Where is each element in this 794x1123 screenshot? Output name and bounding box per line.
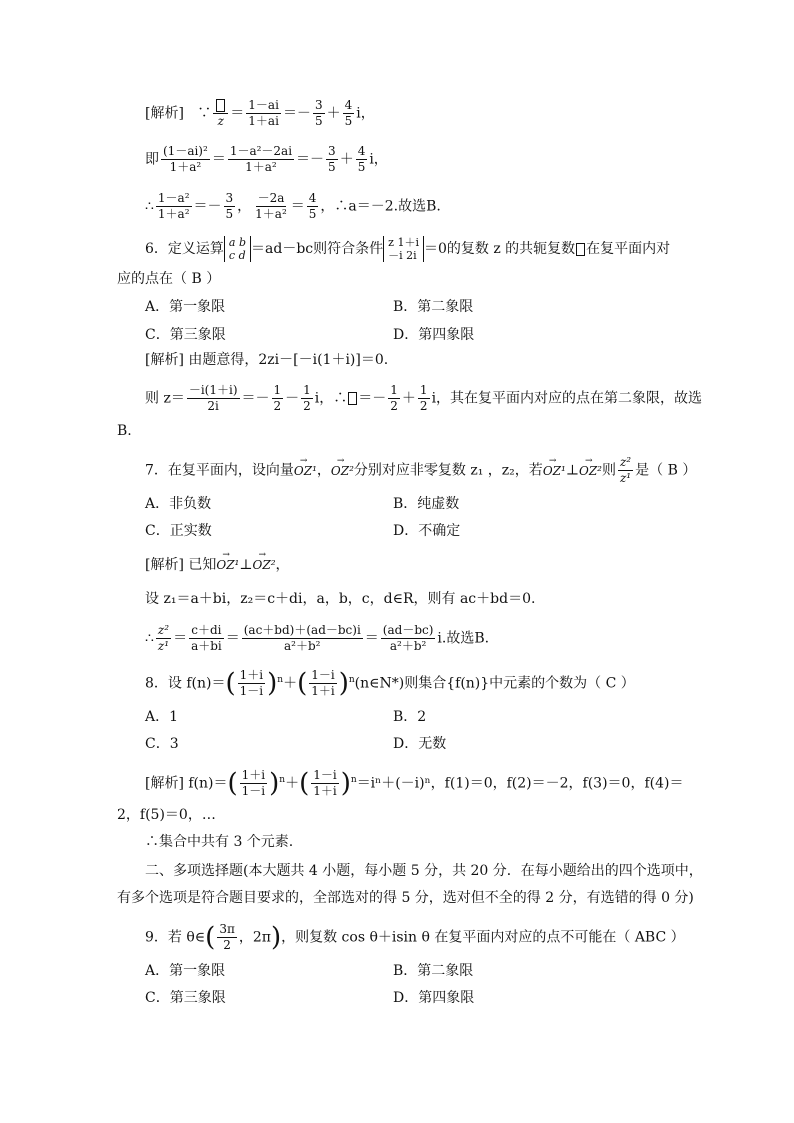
determinant [224, 236, 251, 262]
plus: ＋ [285, 775, 300, 792]
conjugate-z-box [216, 99, 225, 112]
question-text: ＝0的复数 z 的共轭复数 [423, 241, 576, 257]
fraction [156, 623, 171, 654]
denominator: 2 [273, 399, 282, 413]
q5-solution-line-3 [145, 191, 441, 222]
vector-oz2: → OZ² [331, 461, 354, 481]
q8-solution-line-3: ∴集合中共有 3 个元素. [145, 834, 294, 850]
equals: ＝ [364, 630, 379, 647]
equals: ＝－ [282, 105, 311, 122]
numerator: 1 [390, 383, 398, 397]
text: i，∴ [314, 390, 348, 407]
numerator: 1－a²－2ai [229, 144, 293, 158]
q5-solution-line-1: [解析] ∵ z ＝ $\frac{1-ai}{1+ai}$ ＝－ $\frac{3}{5}$ ＋ $\frac{4}{5}$ i， [145, 98, 375, 128]
paren-close: ) [338, 668, 349, 699]
fraction [618, 455, 633, 486]
fraction [253, 191, 289, 222]
q7-option-b[interactable]: B．纯虚数 [393, 496, 460, 512]
equals: ＝－ [193, 198, 222, 215]
separator: ， [316, 462, 331, 479]
therefore-symbol: ∴ [145, 630, 154, 647]
therefore-symbol: ∴ [145, 198, 154, 215]
question-text: 9．若 θ∈ [145, 929, 206, 946]
denominator: 1＋a² [169, 160, 202, 174]
fraction [272, 383, 284, 414]
numerator: 1＋i [241, 768, 266, 782]
numerator: 4 [344, 98, 353, 112]
q8-option-c[interactable]: C．3 [145, 736, 179, 752]
exponent: n [279, 774, 286, 785]
fraction: z [213, 98, 228, 129]
fraction [418, 383, 430, 414]
paren-open: ( [205, 922, 216, 953]
q7-stem [145, 455, 696, 486]
numerator: 4 [308, 191, 317, 205]
numerator: (1－ai)² [163, 144, 208, 158]
text: 即 [145, 151, 159, 168]
paren-close: ) [269, 768, 280, 799]
numerator: 1＋i [239, 668, 264, 682]
q6-solution-line-2 [145, 383, 702, 414]
det-row: z 1＋i [388, 236, 419, 249]
fraction [156, 191, 192, 222]
fraction [311, 768, 338, 799]
q6-option-d[interactable]: D．第四象限 [393, 327, 475, 343]
question-text: 在复平面内对 [586, 241, 671, 257]
fraction [326, 144, 338, 175]
denominator: 5 [314, 114, 323, 128]
numerator: 1－ai [248, 98, 279, 112]
q6-solution-line-1: [解析] 由题意得，2zi－[－i(1＋i)]＝0. [145, 352, 389, 368]
fraction [246, 98, 281, 129]
numerator: 1－i [311, 668, 335, 682]
denominator: 1＋ai [248, 114, 279, 128]
denominator: 5 [344, 114, 353, 128]
text: i， [369, 151, 388, 168]
q9-option-c[interactable]: C．第三象限 [145, 990, 226, 1006]
q8-option-d[interactable]: D．无数 [393, 736, 447, 752]
question-text: 8．设 f(n)＝ [145, 675, 226, 692]
numerator: 1 [419, 383, 428, 397]
denominator: 2i [207, 399, 219, 413]
q6-solution-line-3: B. [117, 423, 132, 439]
question-text: 则 [601, 462, 616, 479]
numerator: (ac＋bd)＋(ad－bc)i [243, 623, 361, 637]
paren-open: ( [297, 668, 308, 699]
q6-option-b[interactable]: B．第二象限 [393, 299, 474, 315]
q7-solution-line-2: 设 z₁＝a＋bi，z₂＝c＋di，a，b，c，d∈R，则有 ac＋bd＝0. [145, 591, 536, 607]
fraction [187, 383, 240, 414]
text: i，其在复平面内对应的点在第二象限，故选 [431, 390, 703, 407]
numerator: 1 [273, 383, 282, 397]
equals: ＝ [225, 630, 240, 647]
plus: ＋ [326, 105, 341, 122]
denominator: 5 [225, 207, 234, 221]
q8-option-a[interactable]: A．1 [145, 709, 179, 725]
equals: ＝ [211, 151, 226, 168]
numerator: 3 [314, 98, 323, 112]
denominator: 5 [357, 160, 366, 174]
denominator: a²＋b² [389, 639, 427, 653]
det-row: －i 2i [388, 249, 417, 262]
equals: ＝ [290, 198, 305, 215]
q9-option-a[interactable]: A．第一象限 [145, 963, 226, 979]
paren-close: ) [267, 668, 278, 699]
vector-oz1: → OZ¹ [543, 461, 566, 481]
paren-open: ( [225, 668, 236, 699]
q8-stem [145, 668, 635, 699]
vector-oz1: → OZ¹ [216, 555, 239, 575]
equals: ＝－ [358, 390, 387, 407]
numerator: z² [157, 623, 170, 637]
denominator: 1＋i [313, 784, 337, 798]
fraction [224, 191, 236, 222]
numerator: －2a [257, 191, 285, 205]
numerator: 1 [303, 383, 311, 397]
denominator: z¹ [157, 639, 170, 653]
denominator: 2 [223, 938, 231, 952]
text: ＝iⁿ＋(－i)ⁿ，f(1)＝0，f(2)＝－2，f(3)＝0，f(4)＝ [356, 775, 684, 792]
fraction [301, 383, 313, 414]
denominator: 5 [308, 207, 317, 221]
plus: ＋ [339, 151, 354, 168]
solution-tag: [解析] f(n)＝ [145, 775, 228, 792]
text: i， [356, 105, 375, 122]
q5-solution-line-2 [145, 144, 388, 175]
question-text: 是（ B ） [635, 462, 697, 479]
fraction [242, 623, 363, 654]
denominator: 5 [328, 160, 336, 174]
q7-option-d[interactable]: D．不确定 [393, 523, 461, 539]
solution-tag: [解析] [145, 105, 184, 122]
question-text: 分别对应非零复数 z₁ ，z₂，若 [353, 462, 543, 479]
equals: ＝ [173, 630, 188, 647]
conjugate-z-box [576, 243, 585, 256]
numerator: (ad－bc) [382, 623, 434, 637]
denominator: 1＋a² [245, 160, 277, 174]
q6-stem-line-2: 应的点在（ B ） [117, 271, 221, 287]
numerator: －i(1＋i) [188, 383, 238, 397]
solution-tag: [解析] 已知 [145, 557, 217, 573]
equals: ＝－ [241, 390, 270, 407]
fraction [313, 98, 325, 129]
q6-option-c[interactable]: C．第三象限 [145, 327, 226, 343]
vector-oz1: → OZ¹ [294, 461, 317, 481]
question-text: 7．在复平面内，设向量 [145, 462, 294, 479]
q7-solution-line-3 [145, 623, 489, 654]
numerator: 3 [328, 144, 336, 158]
question-text: ＝ad－bc则符合条件 [251, 241, 384, 257]
paren-close: ) [340, 768, 351, 799]
q6-option-a[interactable]: A．第一象限 [145, 299, 226, 315]
denominator: 1＋a² [255, 207, 287, 221]
q7-option-c[interactable]: C．正实数 [145, 523, 212, 539]
q8-solution-line-2: 2，f(5)＝0，… [117, 807, 216, 823]
exponent: n [348, 674, 355, 685]
separator: ， [237, 198, 252, 215]
paren-open: ( [227, 768, 238, 799]
therefore-symbol: ∵ [197, 105, 212, 122]
det-row: c d [228, 249, 246, 262]
minus: － [285, 390, 300, 407]
paren-open: ( [299, 768, 310, 799]
denominator: a＋bi [191, 639, 222, 653]
denominator: 1＋i [311, 684, 335, 698]
denominator: 2 [390, 399, 398, 413]
denominator: a²＋b² [284, 639, 321, 653]
denominator: 1－i [239, 684, 264, 698]
fraction [217, 922, 237, 953]
perp-symbol: ⊥ [565, 462, 579, 479]
text: ，∴a＝－2.故选B. [320, 198, 441, 215]
fraction [238, 668, 265, 699]
text: ， [275, 557, 290, 573]
fraction [161, 144, 210, 175]
fraction [343, 98, 355, 129]
conjugate-z-box [348, 392, 357, 405]
section-2-heading-line-2: 有多个选项是符合题目要求的，全部选对的得 5 分，选对但不全的得 2 分，有选错的得 0 分) [117, 890, 694, 906]
fraction [189, 623, 224, 654]
denominator: 1－i [241, 784, 266, 798]
numerator: 3π [219, 922, 235, 936]
denominator: 2 [419, 399, 428, 413]
paren-close: ) [270, 922, 282, 953]
numerator: 1－i [313, 768, 337, 782]
numerator: 4 [357, 144, 366, 158]
fraction [240, 768, 267, 799]
q9-stem [145, 922, 685, 953]
det-row: a b [228, 236, 247, 249]
q8-option-b[interactable]: B．2 [393, 709, 427, 725]
vector-oz2: → OZ² [579, 461, 602, 481]
text: i.故选B. [437, 630, 490, 647]
exponent: n [277, 674, 284, 685]
q8-solution-line-1 [145, 768, 683, 799]
q6-stem-line-1 [145, 236, 670, 262]
plus: ＋ [401, 390, 416, 407]
numerator: 1－a² [157, 191, 190, 205]
fraction [388, 383, 400, 414]
q7-solution-line-1 [145, 555, 290, 575]
denominator: 2 [303, 399, 311, 413]
fraction [307, 191, 319, 222]
vector-oz2: → OZ² [253, 555, 276, 575]
determinant [383, 236, 424, 262]
q9-option-d[interactable]: D．第四象限 [393, 990, 475, 1006]
q9-option-b[interactable]: B．第二象限 [393, 963, 474, 979]
equals: ＝－ [296, 151, 325, 168]
denominator: 1＋a² [157, 207, 190, 221]
q7-option-a[interactable]: A．非负数 [145, 496, 212, 512]
text: 则 z＝ [145, 390, 185, 407]
perp-symbol: ⊥ [239, 557, 253, 573]
fraction [309, 668, 336, 699]
fraction [356, 144, 368, 175]
plus: ＋ [283, 675, 298, 692]
numerator: z² [619, 455, 632, 469]
question-text: ，则复数 cos θ＋isin θ 在复平面内对应的点不可能在（ ABC ） [281, 929, 685, 946]
numerator: 3 [225, 191, 234, 205]
question-text: ，2π [238, 929, 271, 946]
question-text: 6．定义运算 [145, 241, 224, 257]
denominator: z¹ [619, 471, 632, 485]
section-2-heading-line-1: 二、多项选择题(本大题共 4 小题，每小题 5 分，共 20 分．在每小题给出的四个选项中， [145, 863, 703, 879]
question-text: (n∈N*)则集合{f(n)}中元素的个数为（ C ） [354, 675, 635, 692]
fraction [381, 623, 436, 654]
numerator: c＋di [191, 623, 222, 637]
fraction [228, 144, 294, 175]
exponent: n [350, 774, 357, 785]
